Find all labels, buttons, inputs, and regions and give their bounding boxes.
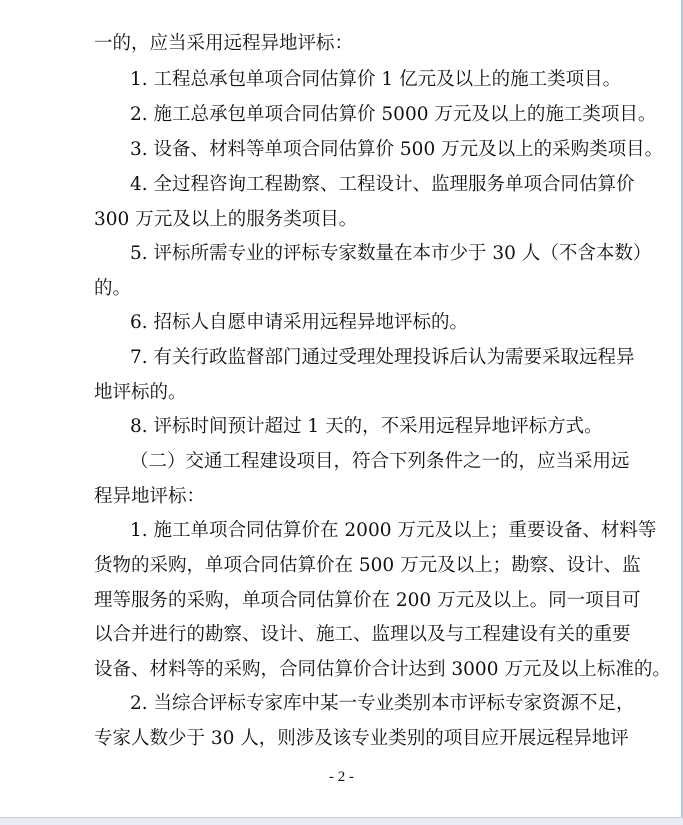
text-line: 专家人数少于 30 人，则涉及该专业类别的项目应开展远程异地评 [94, 728, 629, 749]
text-line: 地评标的。 [94, 382, 187, 403]
text-line: 理等服务的采购，单项合同估算价在 200 万元及以上。同一项目可 [94, 590, 641, 611]
text-line: 一的，应当采用远程异地评标： [94, 33, 354, 54]
text-line: 程异地评标： [94, 486, 206, 507]
text-line: 2. 施工总承包单项合同估算价 5000 万元及以上的施工类项目。 [130, 104, 657, 125]
text-line: 以合并进行的勘察、设计、施工、监理以及与工程建设有关的重要 [94, 624, 631, 645]
text-line: 4. 全过程咨询工程勘察、工程设计、监理服务单项合同估算价 [130, 174, 635, 195]
text-line: （二）交通工程建设项目，符合下列条件之一的，应当采用远 [130, 451, 630, 472]
text-line: 3. 设备、材料等单项合同估算价 500 万元及以上的采购类项目。 [130, 139, 664, 160]
text-line: 1. 工程总承包单项合同估算价 1 亿元及以上的施工类项目。 [130, 69, 622, 90]
text-line: 7. 有关行政监督部门通过受理处理投诉后认为需要采取远程异 [130, 347, 635, 368]
text-line: 2. 当综合评标专家库中某一专业类别本市评标专家资源不足， [130, 693, 635, 714]
text-line: 货物的采购，单项合同估算价在 500 万元及以上；勘察、设计、监 [94, 555, 641, 576]
text-line: 的。 [94, 278, 132, 299]
text-line: 8. 评标时间预计超过 1 天的，不采用远程异地评标方式。 [130, 416, 603, 437]
text-line: 1. 施工单项合同估算价在 2000 万元及以上；重要设备、材料等 [130, 520, 657, 541]
text-line: 设备、材料等的采购，合同估算价合计达到 3000 万元及以上标准的。 [94, 659, 671, 680]
page-number: - 2 - [329, 769, 354, 785]
text-line: 6. 招标人自愿申请采用远程异地评标的。 [130, 312, 469, 333]
text-line: 5. 评标所需专业的评标专家数量在本市少于 30 人（不含本数） [130, 243, 652, 264]
text-line: 300 万元及以上的服务类项目。 [94, 209, 358, 230]
